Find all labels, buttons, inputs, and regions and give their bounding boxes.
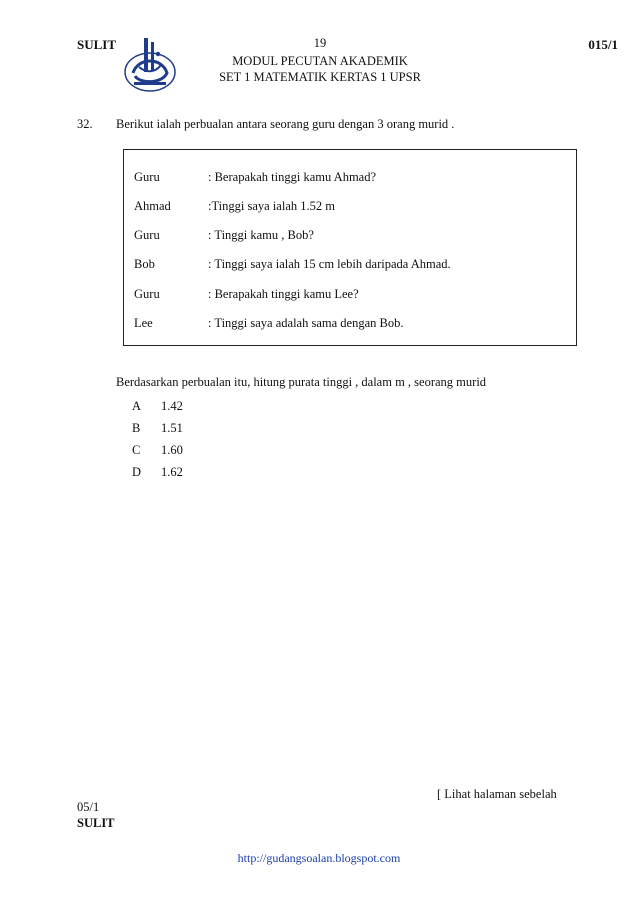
dialog-line: : Tinggi saya adalah sama dengan Bob. (208, 316, 404, 330)
source-url-link[interactable]: http://gudangsoalan.blogspot.com (237, 851, 401, 865)
dialog-speaker: Guru (134, 287, 160, 301)
footer-paper-code: 05/1 (77, 800, 100, 814)
dialog-speaker: Ahmad (134, 199, 171, 213)
option-a-value: 1.42 (161, 399, 183, 413)
see-next-page-note: [ Lihat halaman sebelah (437, 787, 557, 801)
question-text: Berikut ialah perbualan antara seorang guru dengan 3 orang murid . (116, 117, 455, 131)
dialog-line: : Tinggi kamu , Bob? (208, 228, 314, 242)
question-number: 32. (77, 117, 93, 131)
dialog-speaker: Guru (134, 228, 160, 242)
option-c-letter: C (132, 443, 141, 457)
dialog-line: :Tinggi saya ialah 1.52 m (208, 199, 335, 213)
header-title: MODUL PECUTAN AKADEMIK (232, 54, 408, 68)
option-b-letter: B (132, 421, 141, 435)
page-number: 19 (313, 36, 327, 50)
option-b-value: 1.51 (161, 421, 183, 435)
dialog-line: : Berapakah tinggi kamu Lee? (208, 287, 359, 301)
option-d-value: 1.62 (161, 465, 183, 479)
option-c-value: 1.60 (161, 443, 183, 457)
header-paper-code: 015/1 (588, 37, 618, 52)
option-d-letter: D (132, 465, 142, 479)
dialog-line: : Berapakah tinggi kamu Ahmad? (208, 170, 377, 184)
dialog-speaker: Lee (134, 316, 153, 330)
footer-sulit-label: SULIT (77, 816, 115, 830)
dialog-speaker: Bob (134, 257, 155, 271)
dialog-speaker: Guru (134, 170, 160, 184)
header-subtitle: SET 1 MATEMATIK KERTAS 1 UPSR (219, 70, 421, 84)
header-sulit-label: SULIT (77, 37, 117, 52)
dialog-line: : Tinggi saya ialah 15 cm lebih daripada Ahmad. (208, 257, 451, 271)
dialog-box (123, 149, 577, 346)
question-instruction: Berdasarkan perbualan itu, hitung purata tinggi , dalam m , seorang murid (116, 375, 487, 389)
option-a-letter: A (132, 399, 142, 413)
